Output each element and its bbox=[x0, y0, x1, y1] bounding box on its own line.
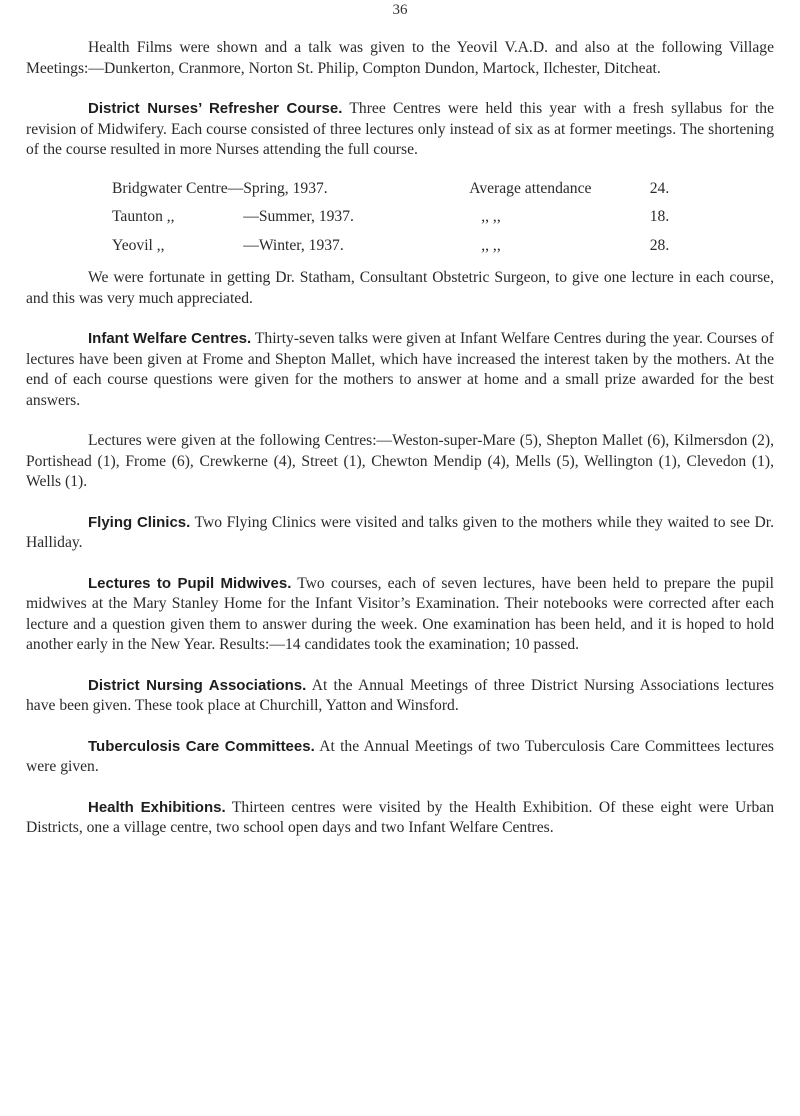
label-cell: ,, ,, bbox=[481, 236, 501, 254]
centre-cell: Yeovil ,, bbox=[112, 236, 165, 254]
tuberculosis-section bbox=[26, 737, 774, 778]
page-number: 36 bbox=[392, 2, 408, 18]
label-cell: Average attendance bbox=[469, 179, 592, 197]
season-cell: Spring, 1937. bbox=[243, 179, 328, 197]
infant-heading: Infant Welfare Centres. bbox=[88, 330, 252, 347]
exhibitions-heading: Health Exhibitions. bbox=[88, 798, 226, 816]
exhibitions-text: Thirteen centres were visited by the Health Exhibition. Of these eight were Urban Districts, one a village centre, two school open days and two Infant Welfare Centres. bbox=[26, 798, 774, 836]
table-row bbox=[112, 179, 669, 208]
value-cell: 24. bbox=[649, 179, 670, 197]
district-section bbox=[26, 676, 774, 717]
district-text: At the Annual Meetings of three District Nursing Associations lectures have been given. These took place at Churchill, Yatton and Winsford. bbox=[26, 676, 774, 714]
value-cell: 28. bbox=[649, 236, 670, 254]
flying-text: Two Flying Clinics were visited and talks given to the mothers while they waited to see Dr. Halliday. bbox=[26, 513, 775, 551]
centre-cell: Taunton ,, bbox=[112, 208, 175, 225]
tuberculosis-heading: Tuberculosis Care Committees. bbox=[88, 737, 315, 755]
table-row bbox=[112, 236, 669, 265]
refresher-heading: District Nurses’ Refresher Course. bbox=[88, 100, 343, 117]
refresher-followup: We were fortunate in getting Dr. Statham, Consultant Obstetric Surgeon, to give one lecture in each course, and this was very much appreciated. bbox=[26, 269, 774, 307]
refresher-section bbox=[26, 99, 774, 161]
tuberculosis-text: At the Annual Meetings of two Tuberculosis Care Committees lectures were given. bbox=[26, 737, 774, 775]
table-row bbox=[112, 207, 669, 236]
flying-section bbox=[26, 513, 774, 554]
flying-heading: Flying Clinics. bbox=[88, 513, 191, 531]
pupil-heading: Lectures to Pupil Midwives. bbox=[88, 574, 292, 592]
pupil-text: Two courses, each of seven lectures, have been held to prepare the pupil midwives at the Mary Stanley Home for the Infant Visitor’s Examination. Their notebooks were corrected after each lecture and a question given them to answer during the week. One examination has been held, and it is hoped to hold another early in the New Year. Results:—14 candidates took the examination; 10 passed. bbox=[26, 574, 774, 653]
label-cell: ,, ,, bbox=[481, 208, 501, 225]
exhibitions-section bbox=[26, 798, 774, 839]
refresher-text: Three Centres were held this year with a fresh syllabus for the revision of Midwifery. Each course consisted of three lectures only instead of six as at former meetings. The shortening of the course resulted in more Nurses attending the full course. bbox=[26, 100, 775, 158]
infant-section bbox=[26, 329, 774, 411]
centre-cell: Bridgwater Centre— bbox=[112, 179, 244, 197]
pupil-section bbox=[26, 574, 774, 656]
infant-text: Thirty-seven talks were given at Infant Welfare Centres during the year. Courses of lectures have been given at Frome and Shepton Mallet, which have increased the interest taken by the mothers. At the end of each course questions were given for the mothers to answer at home and a small prize awarded for the best answers. bbox=[26, 330, 774, 409]
page-body bbox=[26, 38, 774, 839]
intro-paragraph: Health Films were shown and a talk was given to the Yeovil V.A.D. and also at the following Village Meetings:—Dunkerton, Cranmore, Norton St. Philip, Compton Dundon, Martock, Ilchester, Ditcheat. bbox=[26, 39, 774, 77]
attendance-table bbox=[112, 179, 669, 265]
district-heading: District Nursing Associations. bbox=[88, 676, 307, 694]
season-cell: —Winter, 1937. bbox=[243, 236, 344, 254]
value-cell: 18. bbox=[649, 208, 670, 225]
season-cell: —Summer, 1937. bbox=[243, 208, 354, 225]
infant-centres-paragraph: Lectures were given at the following Centres:—Weston-super-Mare (5), Shepton Mallet (6), Kilmersdon (2), Portishead (1), Frome (6), Crewkerne (4), Street (1), Chewton Mendip (4), Mells (5), Wellington (1), Clevedon (1), Wells (1). bbox=[26, 432, 774, 490]
